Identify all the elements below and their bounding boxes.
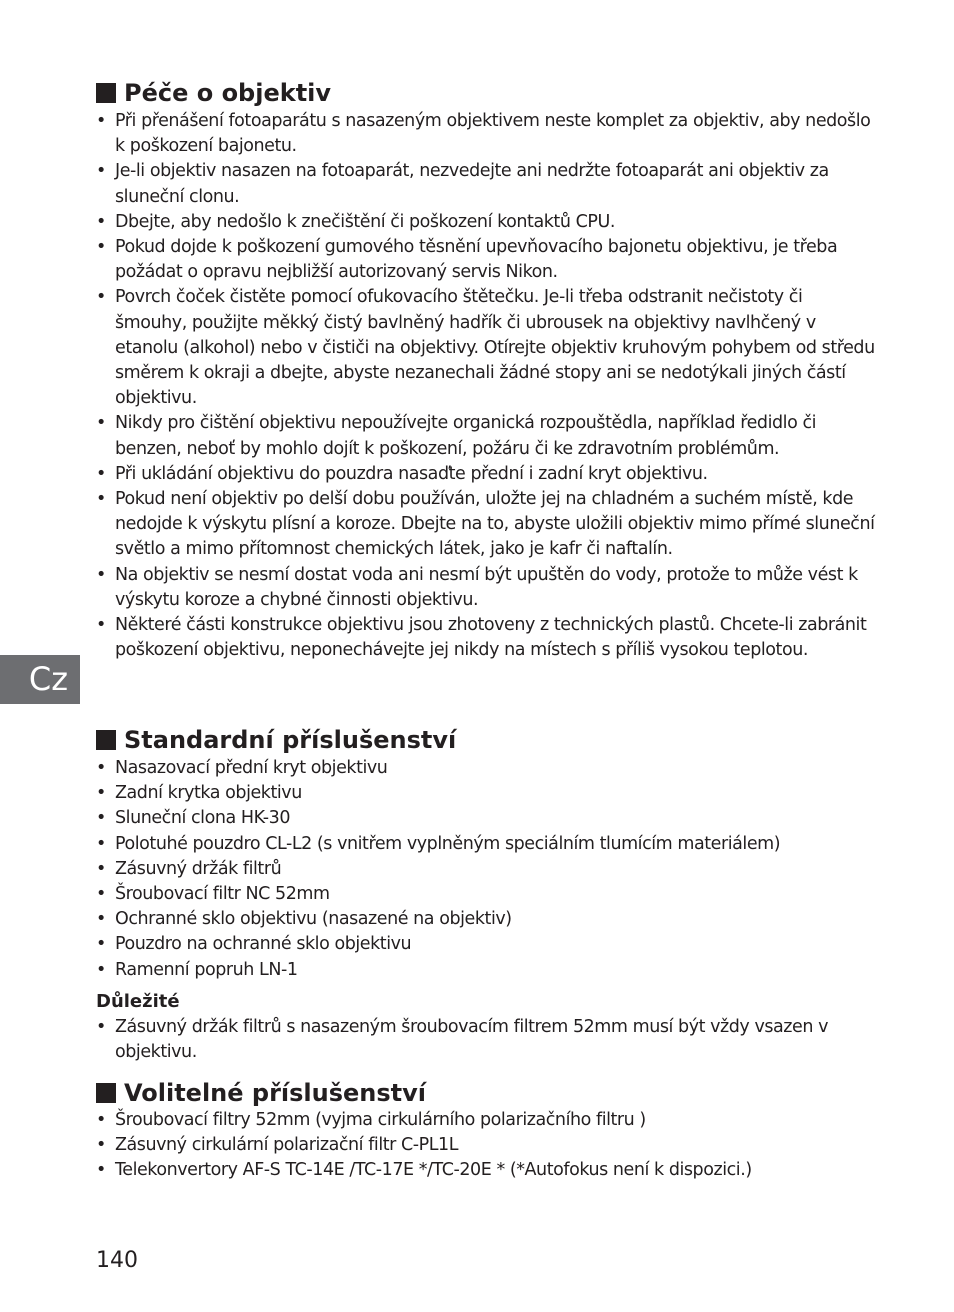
- list-item: • Nasazovací přední kryt objektivu: [96, 756, 876, 781]
- section-title-text: Standardní příslušenství: [124, 726, 457, 754]
- standard-list: [96, 756, 876, 983]
- language-tab: Cz: [0, 655, 80, 704]
- list-item: • Zadní krytka objektivu: [96, 781, 876, 806]
- care-list: [96, 109, 876, 663]
- list-item: • Některé části konstrukce objektivu jsou zhotoveny z technických plastů. Chcete-li zabránit poškození objektivu, neponechávejte jej nikdy na místech s příliš vysokou teplotou.: [96, 613, 876, 663]
- list-item: • Zásuvný držák filtrů: [96, 857, 876, 882]
- list-item: • Při ukládání objektivu do pouzdra nasaďte přední i zadní kryt objektivu.: [96, 462, 876, 487]
- list-item: • Sluneční clona HK-30: [96, 806, 876, 831]
- section-title-text: Péče o objektiv: [124, 79, 332, 107]
- list-item: • Je-li objektiv nasazen na fotoaparát, nezvedejte ani nedržte fotoaparát ani objektiv za sluneční clonu.: [96, 159, 876, 209]
- list-item: • Telekonvertory AF-S TC-14E /TC-17E */TC-20E * (*Autofokus není k dispozici.): [96, 1158, 876, 1183]
- list-item: • Šroubovací filtry 52mm (vyjma cirkulárního polarizačního filtru ): [96, 1108, 876, 1133]
- list-item: • Ochranné sklo objektivu (nasazené na objektiv): [96, 907, 876, 932]
- section-title-standard: [96, 726, 456, 754]
- list-item: • Dbejte, aby nedošlo k znečištění či poškození kontaktů CPU.: [96, 210, 876, 235]
- important-heading: Důležité: [96, 991, 180, 1012]
- list-item: • Pouzdro na ochranné sklo objektivu: [96, 932, 876, 957]
- page-number: 140: [96, 1248, 138, 1273]
- list-item: • Při přenášení fotoaparátu s nasazeným objektivem neste komplet za objektiv, aby nedošlo k poškození bajonetu.: [96, 109, 876, 159]
- section-square-icon: [96, 83, 116, 103]
- optional-list: [96, 1108, 876, 1184]
- list-item: • Na objektiv se nesmí dostat voda ani nesmí být upuštěn do vody, protože to může vést k výskytu koroze a chybné činnosti objektivu.: [96, 563, 876, 613]
- section-title-optional: [96, 1079, 426, 1107]
- list-item: • Polotuhé pouzdro CL-L2 (s vnitřem vyplněným speciálním tlumícím materiálem): [96, 832, 876, 857]
- list-item: • Nikdy pro čištění objektivu nepoužívejte organická rozpouštědla, například ředidlo či benzen, neboť by mohlo dojít k poškození, požáru či ke zdravotním problémům.: [96, 411, 876, 461]
- important-list: [96, 1015, 876, 1065]
- list-item: • Zásuvný držák filtrů s nasazeným šroubovacím filtrem 52mm musí být vždy vsazen v objektivu.: [96, 1015, 876, 1065]
- section-square-icon: [96, 730, 116, 750]
- section-square-icon: [96, 1083, 116, 1103]
- list-item: • Ramenní popruh LN-1: [96, 958, 876, 983]
- list-item: • Pokud není objektiv po delší dobu používán, uložte jej na chladném a suchém místě, kde nedojde k výskytu plísní a koroze. Dbejte na to, abyste uložili objektiv mimo přímé sluneční světlo a mimo přítomnost chemických látek, jako je kafr či naftalín.: [96, 487, 876, 563]
- list-item: • Zásuvný cirkulární polarizační filtr C-PL1L: [96, 1133, 876, 1158]
- section-title-text: Volitelné příslušenství: [124, 1079, 427, 1107]
- list-item: • Šroubovací filtr NC 52mm: [96, 882, 876, 907]
- list-item: • Povrch čoček čistěte pomocí ofukovacího štětečku. Je-li třeba odstranit nečistoty či šmouhy, použijte měkký čistý bavlněný hadřík či ubrousek na objektivy navlhčený v etanolu (alkohol) nebo v čističi na objektivy. Otírejte objektiv kruhovým pohybem od středu směrem k okraji a dbejte, abyste nezanechali žádné stopy ani se nedotýkali jiných částí objektivu.: [96, 285, 876, 411]
- list-item: • Pokud dojde k poškození gumového těsnění upevňovacího bajonetu objektivu, je třeba požádat o opravu nejbližší autorizovaný servis Nikon.: [96, 235, 876, 285]
- section-title-care: [96, 79, 331, 107]
